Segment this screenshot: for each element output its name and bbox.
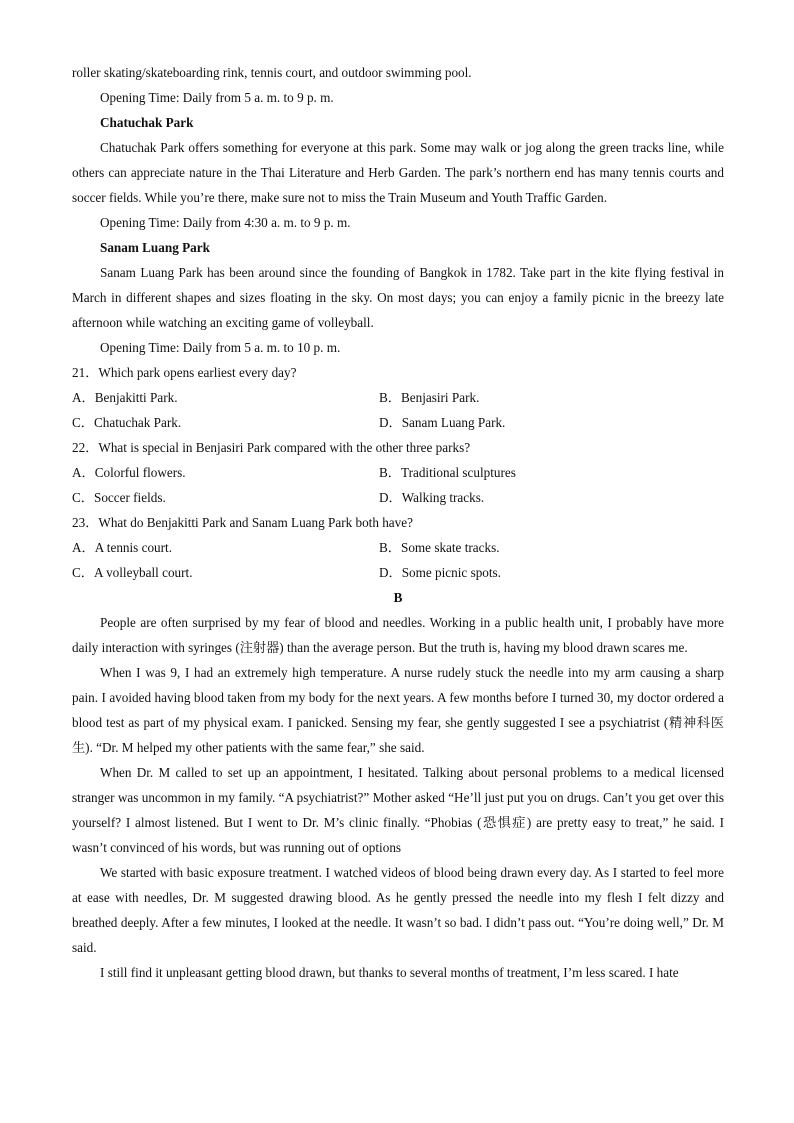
option-a: A．Benjakitti Park. — [72, 390, 178, 405]
option-b: B．Some skate tracks. — [379, 540, 500, 555]
passage-paragraph: People are often surprised by my fear of blood and needles. Working in a public health unit, I probably have more daily interaction with syringes (注射器) than the average person. But the truth is, having my blood drawn scares me. — [72, 615, 724, 655]
option-d: D．Some picnic spots. — [379, 565, 501, 580]
park1-text-end: roller skating/skateboarding rink, tennis court, and outdoor swimming pool. — [72, 65, 472, 80]
question-23-options — [72, 535, 724, 585]
question-21-options — [72, 385, 724, 435]
question-22-options — [72, 460, 724, 510]
park3-opening-time: Opening Time: Daily from 5 a. m. to 10 p. m. — [100, 340, 341, 355]
passage-paragraph: When I was 9, I had an extremely high temperature. A nurse rudely stuck the needle into my arm causing a sharp pain. I avoided having blood taken from my body for the next years. A few months before I turned 30, my doctor ordered a blood test as part of my physical exam. I panicked. Sensing my fear, she gently suggested I see a psychiatrist (精神科医生). “Dr. M helped my other patients with the same fear,” she said. — [72, 665, 724, 755]
section-b-heading: B — [393, 590, 403, 605]
option-b: B．Traditional sculptures — [379, 465, 516, 480]
option-d: D．Sanam Luang Park. — [379, 415, 506, 430]
question-21: 21．Which park opens earliest every day? — [72, 365, 297, 380]
passage-paragraph: We started with basic exposure treatment. I watched videos of blood being drawn every day. As I started to feel more at ease with needles, Dr. M suggested drawing blood. As he gently pressed the needle into my flesh I felt dizzy and breathed deeply. After a few minutes, I looked at the needle. It wasn’t so bad. I didn’t pass out. “You’re doing well,” Dr. M said. — [72, 865, 724, 955]
park3-title: Sanam Luang Park — [100, 240, 210, 255]
question-22: 22．What is special in Benjasiri Park compared with the other three parks? — [72, 440, 471, 455]
park1-opening-time: Opening Time: Daily from 5 a. m. to 9 p. m. — [100, 90, 334, 105]
option-a: A．Colorful flowers. — [72, 465, 186, 480]
option-b: B．Benjasiri Park. — [379, 390, 480, 405]
option-c: C．Chatuchak Park. — [72, 415, 182, 430]
park2-title: Chatuchak Park — [100, 115, 194, 130]
document-page — [72, 60, 724, 985]
option-a: A．A tennis court. — [72, 540, 172, 555]
question-23: 23．What do Benjakitti Park and Sanam Luang Park both have? — [72, 515, 413, 530]
park3-text: Sanam Luang Park has been around since the founding of Bangkok in 1782. Take part in the kite flying festival in March in different shapes and sizes floating in the sky. On most days; you can enjoy a family picnic in the breezy late afternoon while watching an exciting game of volleyball. — [72, 265, 724, 330]
park2-opening-time: Opening Time: Daily from 4:30 a. m. to 9 p. m. — [100, 215, 351, 230]
passage-paragraph: I still find it unpleasant getting blood drawn, but thanks to several months of treatment, I’m less scared. I hate — [100, 965, 679, 980]
passage-paragraph: When Dr. M called to set up an appointment, I hesitated. Talking about personal problems to a medical licensed stranger was uncommon in my family. “A psychiatrist?” Mother asked “He’ll just put you on drugs. Can’t you get over this yourself? I almost listened. But I went to Dr. M’s clinic finally. “Phobias (恐惧症) are pretty easy to treat,” he said. I wasn’t convinced of his words, but was running out of options — [72, 765, 724, 855]
park2-text: Chatuchak Park offers something for everyone at this park. Some may walk or jog along the green tracks line, while others can appreciate nature in the Thai Literature and Herb Garden. The park’s northern end has many tennis courts and soccer fields. While you’re there, make sure not to miss the Train Museum and Youth Traffic Garden. — [72, 140, 724, 205]
option-d: D．Walking tracks. — [379, 490, 485, 505]
option-c: C．A volleyball court. — [72, 565, 193, 580]
option-c: C．Soccer fields. — [72, 490, 166, 505]
